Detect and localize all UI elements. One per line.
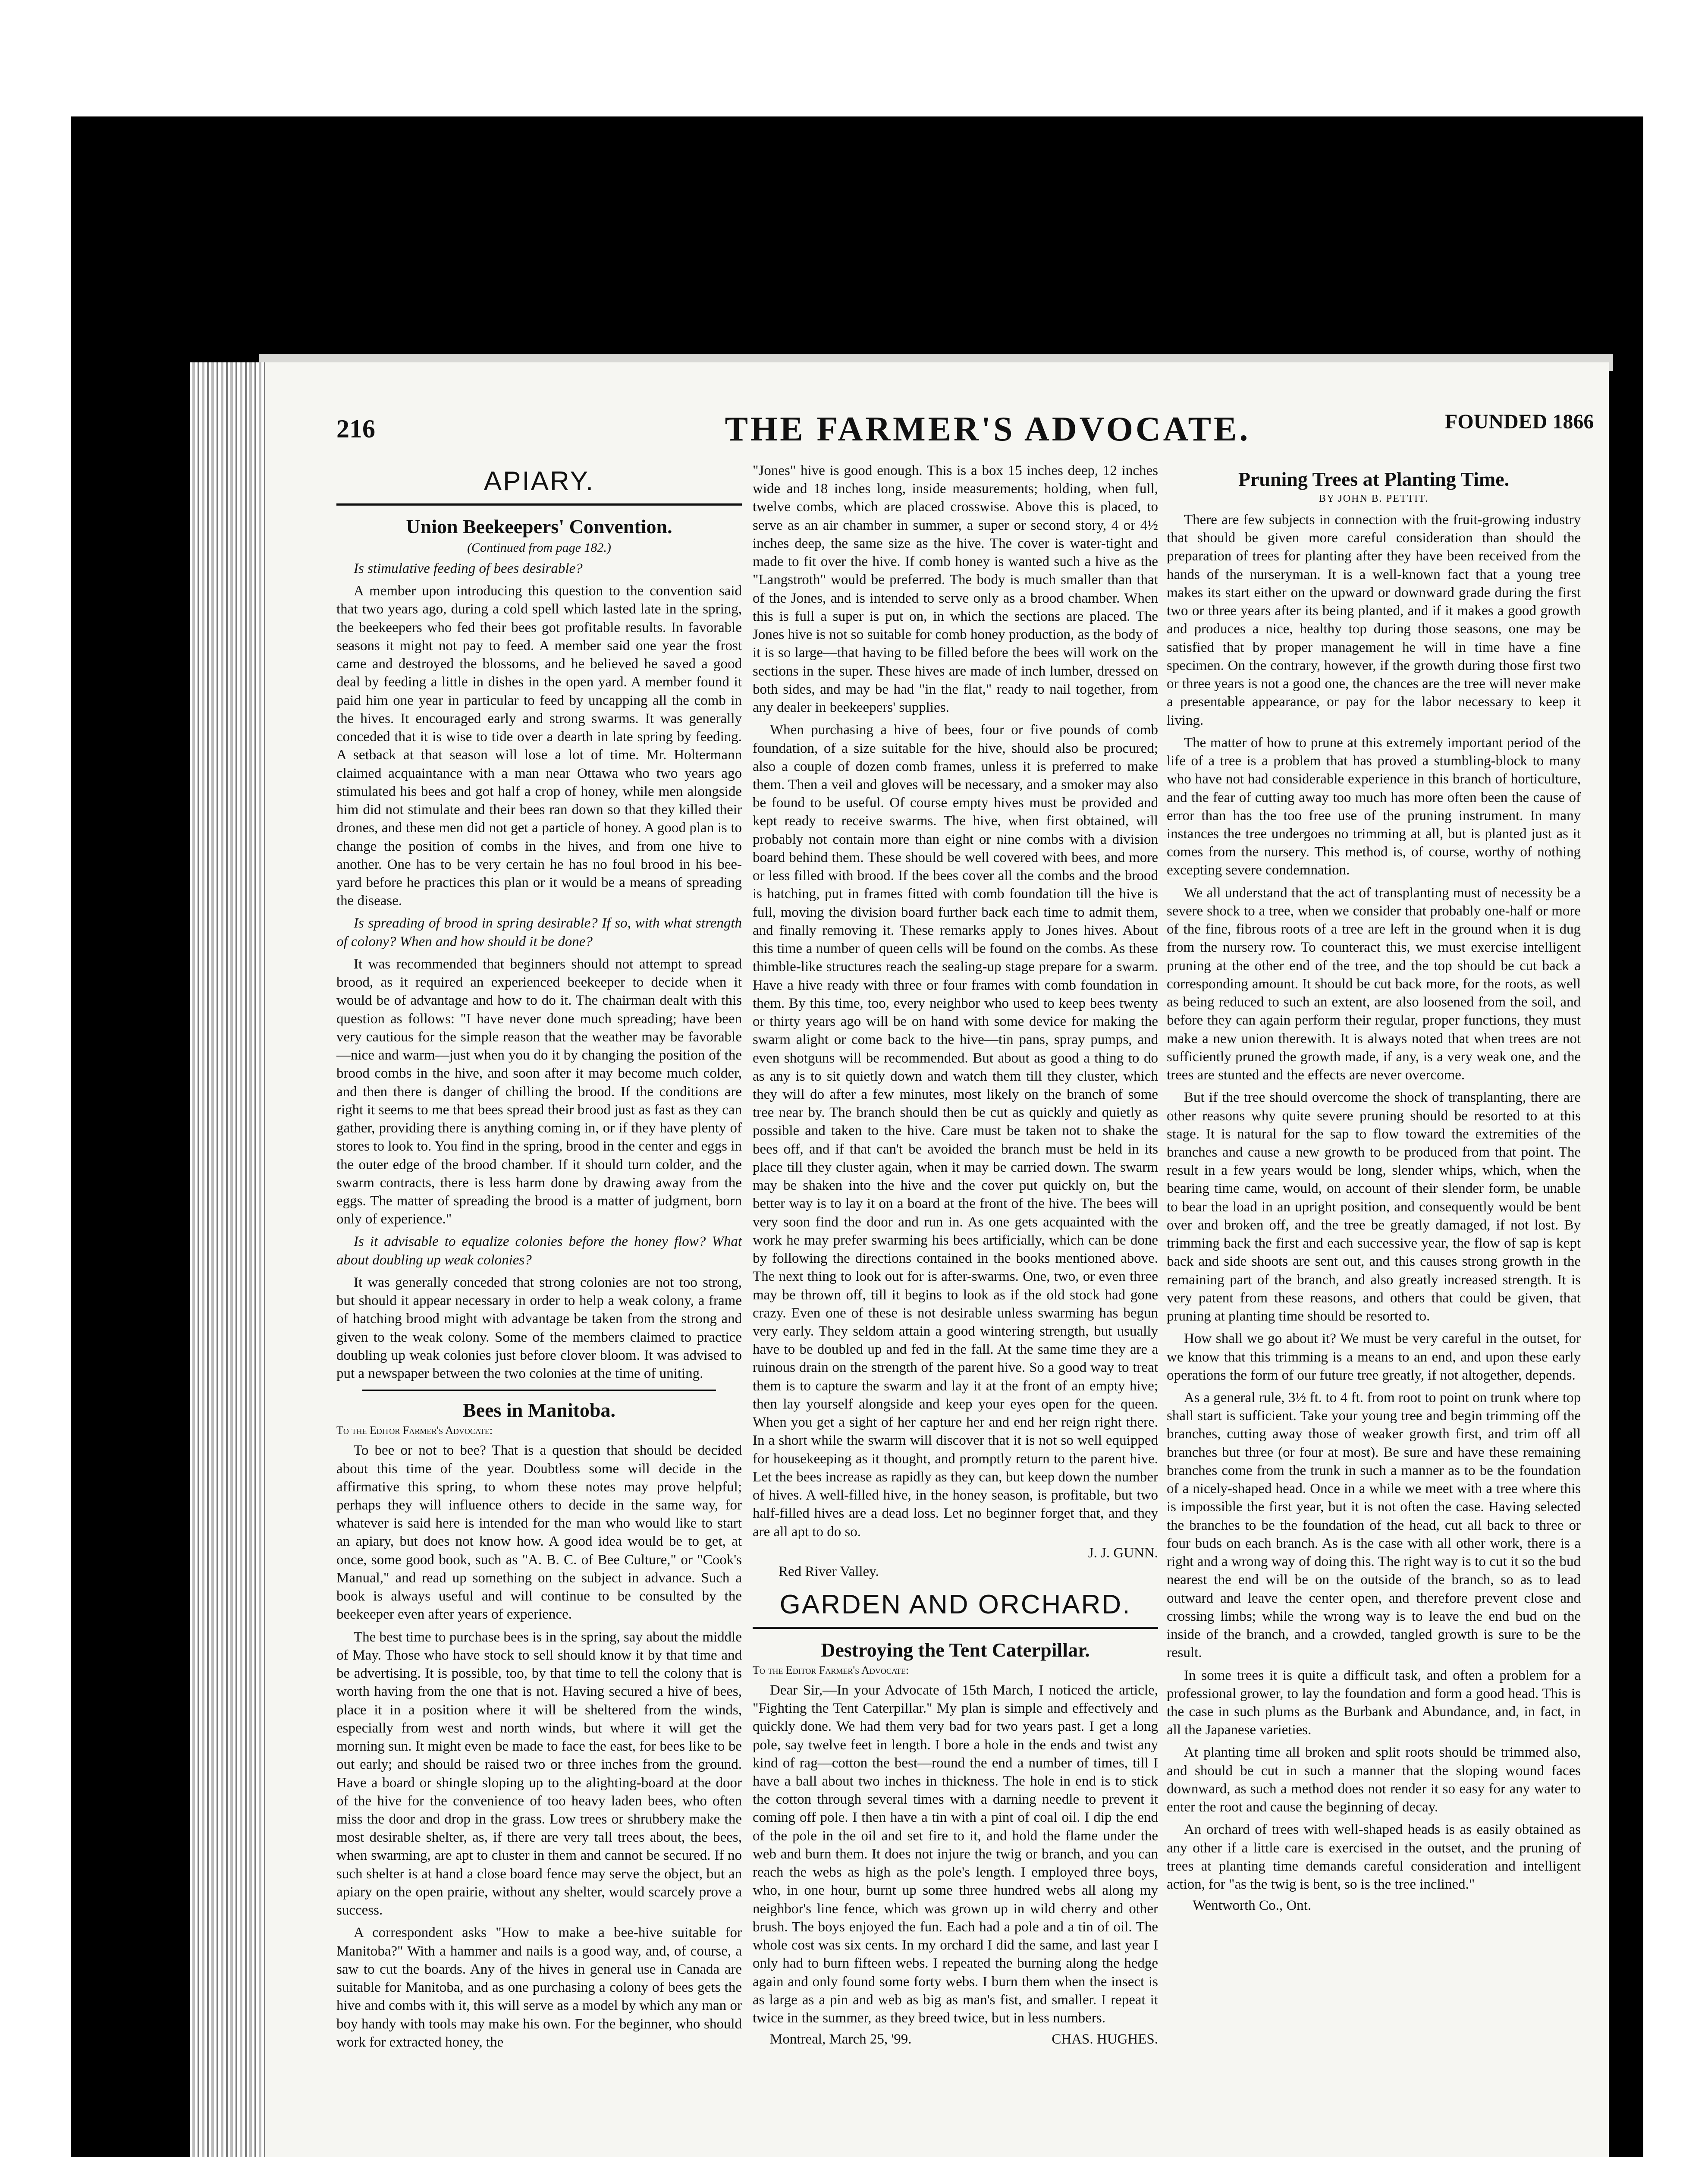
film-border-left [0, 116, 71, 2157]
paragraph: The matter of how to prune at this extremely important period of the life of a tree is a problem that has proved a stumbling-block to many who have not had considerable experience in this branch of horticulture, and the fear of cutting away too much has more often been the cause of error than has the too free use of the pruning instrument. In many instances the tree undergoes no trimming at all, but is planted just as it comes from the nursery. This method is, of course, worthy of nothing excepting severe condemnation. [1167, 735, 1581, 878]
book-page-edges [190, 362, 265, 2157]
paragraph: It was recommended that beginners should not attempt to spread brood, as it required an experienced beekeeper to decide when it would be of advantage and how to do it. The chairman dealt with this question as follows: "I have never done much spreading; have been very cautious for the simple reason that the weather may be favorable—nice and warm—just when you do it by changing the position of the brood combs in the hive, and soon after it may become much colder, and then there is danger of chilling the brood. If the conditions are right it seems to me that bees spread their brood just as fast as they can gather, providing there is anything coming in, or if they have plenty of stores to look to. You find in the spring, brood in the center and eggs in the outer edge of the brood chamber. If it should turn colder, and the swarm contracts, there is less harm done by drawing away from the eggs. The matter of spreading the brood is a matter of judgment, born only of experience." [336, 956, 742, 1227]
article-title-manitoba: Bees in Manitoba. [463, 1399, 615, 1421]
paragraph: In some trees it is quite a difficult task, and often a problem for a professional grower, to lay the foundation and form a good head. This is the case in such plums as the Burbank and Abundance, and, in fact, in all the Japanese varieties. [1167, 1667, 1581, 1738]
question: Is it advisable to equalize colonies before the honey flow? What about doubling up weak colonies? [336, 1234, 742, 1268]
article-title-pruning: Pruning Trees at Planting Time. [1238, 468, 1510, 490]
paragraph: A member upon introducing this question to the convention said that two years ago, during a cold spell which lasted late in the spring, the beekeepers who fed their bees got profitable results. In favorable seasons it might not pay to feed. A member said one year the frost came and destroyed the blossoms, and he believed he saved a good deal by feeding a little in dishes in the open yard. A member found it paid him one year in particular to feed by uncapping all the comb in the hives. It encouraged early and strong swarms. It was generally conceded that it is wise to tide over a dearth in late spring by feeding. A setback at that season will lose a lot of time. Mr. Holtermann claimed acquaintance with a man near Ottawa who two years ago stimulated his bees and got half a crop of honey, while men alongside him did not stimulate and their bees ran down so that they killed their drones, and these men did not get a particle of honey. A good plan is to change the position of combs in the hives, and from one hive to another. One has to be very certain he has no foul brood in his bee-yard before he practices this plan or it would be a means of spreading the disease. [336, 583, 742, 909]
article-title-union: Union Beekeepers' Convention. [406, 516, 672, 538]
place-line: Red River Valley. [779, 1563, 879, 1579]
column-right [1167, 462, 1581, 1919]
paragraph: How shall we go about it? We must be very careful in the outset, for we know that this trimming is a means to an end, and upon these early operations the form of our future tree greatly, if not altogether, depends. [1167, 1331, 1581, 1383]
article-title-tent: Destroying the Tent Caterpillar. [821, 1638, 1090, 1661]
paragraph: We all understand that the act of transplanting must of necessity be a severe shock to a tree, when we consider that probably one-half or more of the fine, fibrous roots of a tree are left in the ground when it is dug from the nursery row. To counteract this, we must exercise intelligent pruning at the other end of the tree, and the top should be cut back a corresponding amount. It should be cut back more, for the roots, as well as being reduced to such an extent, are also loosened from the soil, and before they can again perform their regular, proper functions, they must make a new union therewith. It is always noted that when trees are not sufficiently pruned the growth made, if any, is a very weak one, and the trees are stunted and the effects are never overcome. [1167, 885, 1581, 1083]
masthead: THE FARMER'S ADVOCATE. [725, 410, 1251, 448]
paragraph: Dear Sir,—In your Advocate of 15th March, I noticed the article, "Fighting the Tent Caterpillar." My plan is simple and effectively and quickly done. We had them very bad for two years past. I get a long pole, say twelve feet in length. I bore a hole in the ends and twist any kind of rag—cotton the best—round the end a number of times, till I have a ball about two inches in thickness. The hole in end is to stick the cotton through several times with a darning needle to prevent it coming off pole. I then have a tin with a pint of coal oil. I dip the end of the pole in the oil and set fire to it, and hold the flame under the web and burn them. It does not injure the twig or branch, and you can reach the webs as high as the pole's length. I employed three boys, who, in one hour, burnt up some three hundred webs all along my neighbor's line fence, which was grown up in wild cherry and other brush. The boys enjoyed the fun. Each had a pole and a tin of oil. The whole cost was six cents. In my orchard I did the same, and last year I only had to burn fifteen webs. I repeated the burning along the hedge again and only found some forty webs. I burn them when the insect is as large as a pin and web as big as man's fist, and smaller. I repeat it twice in the summer, as they breed twice, but in less numbers. [753, 1682, 1158, 2026]
paragraph: The best time to purchase bees is in the spring, say about the middle of May. Those who have stock to sell should know it by that time and be advertising. It is possible, too, by that time to tell the colony that is worth having from the one that is not. Having secured a hive of bees, place it in a position where it will be sheltered from the winds, especially from west and north winds, but where it will get the morning sun. It might even be made to face the east, for bees like to be out early; and should be raised two or three inches from the ground. Have a board or shingle sloping up to the alighting-board at the door of the hive for the convenience of too heavy laden bees, who often miss the door and drop in the grass. Low trees or shrubbery make the most desirable shelter, as, if there are very tall trees about, the bees, when swarming, are apt to cluster in them and cannot be secured. If no such shelter is at hand a close board fence may serve the object, but an apiary on the open prairie, without any shelter, would scarcely prove a success. [336, 1629, 742, 1918]
signature-row [753, 1545, 1158, 1561]
to-editor-line: To the Editor Farmer's Advocate: [753, 1663, 909, 1676]
paragraph: "Jones" hive is good enough. This is a box 15 inches deep, 12 inches wide and 18 inches long, inside measurements; holding, when full, twelve combs, which are placed crosswise. Above this is placed, to serve as an air chamber in summer, a super or second story, 4 or 4½ inches deep, the same size as the hive. The cover is water-tight and made to fit over the hive. If comb honey is wanted such a hive as the "Langstroth" would be preferred. The body is much smaller than that of the Jones, and is intended to serve only as a brood chamber. When this is full a super is put on, in which the sections are placed. The Jones hive is not so suitable for comb honey production, as the body of it is so large—that having to be filled before the bees will work on the sections in the super. These hives are made of inch lumber, dressed on both sides, and may be had "in the flat," ready to nail together, from any dealer in beekeepers' supplies. [753, 463, 1158, 716]
question: Is spreading of brood in spring desirable? If so, with what strength of colony? When and how should it be done? [336, 915, 742, 950]
place-line: Montreal, March 25, '99. [770, 2031, 912, 2047]
film-border-top [0, 0, 1708, 116]
article-divider [362, 1390, 716, 1391]
paragraph: When purchasing a hive of bees, four or five pounds of comb foundation, of a size suitable for the hive, should also be procured; also a couple of dozen comb frames, unless it is preferred to make them. Then a veil and gloves will be necessary, and a smoker may also be found to be useful. Of course empty hives must be provided and kept ready to receive swarms. The hive, when first obtained, will probably not contain more than eight or nine combs with a division board behind them. These should be well covered with bees, and more or less filled with brood. If the bees cover all the combs and the brood is hatching, put in frames fitted with comb foundation till the hive is full, moving the division board further back each time to admit them, and finally removing it. These remarks apply to Jones hives. About this time a number of queen cells will be found on the combs. As these thimble-like structures reach the sealing-up stage prepare for a swarm. Have a hive ready with three or four frames with comb foundation in them. By this time, too, every neighbor who used to keep bees twenty or thirty years ago will be on hand with some device for making the swarm alight or come back to the hive—tin pans, spray pumps, and even shotguns will be recommended. But about as good a thing to do as any is to sit quietly down and watch them till they cluster, which they will do after a few minutes, most likely on the branch of some tree near by. The branch should then be cut as quickly and quietly as possible and taken to the hive. Care must be taken not to shake the bees off, and if that can't be avoided the branch must be held in its place till they cluster again, when it may be carried down. The swarm may be shaken into the hive and the cover put quickly on, but the better way is to lay it on a board at the front of the hive. The bees will very soon find the door and run in. As one gets acquainted with the work he may prefer swarming his bees artificially, which can be done by following the directions contained in the books mentioned above. The next thing to look out for is after-swarms. One, two, or even three may be thrown off, till it begins to look as if the old stock had gone crazy. Even one of these is not desirable unless swarming has begun very early. They seldom attain a good wintering strength, but usually have to be doubled up and fed in the fall. At the same time they are a ruinous drain on the strength of the parent hive. So a good way to treat them is to capture the swarm and lay it at the front of an empty hive; then lay yourself alongside and keep your eyes open for the queen. When you get a sight of her capture her and end her reign right there. In a short while the swarm will discover that it is not so well equipped for housekeeping as it thought, and promptly return to the parent hive. Let the bees increase as rapidly as they can, but keep down the number of hives. A well-filled hive, in the honey season, is profitable, but two half-filled hives are a dead loss. Let no beginner forget that, and they are all apt to do so. [753, 722, 1158, 1540]
page-header [265, 362, 1609, 448]
column-middle [753, 462, 1158, 2050]
signature: CHAS. HUGHES. [1052, 2031, 1158, 2047]
signature: J. J. GUNN. [1088, 1545, 1158, 1561]
newspaper-page [265, 362, 1609, 2157]
page-number: 216 [336, 415, 375, 443]
paragraph: But if the tree should overcome the shock of transplanting, there are other reasons why quite severe pruning should be resorted to at this stage. It is natural for the sap to flow toward the extremities of the branches and cause a new growth to be produced from that point. The result in a few years would be long, slender whips, which, when the bearing time came, would, on account of their slender form, be unable to bear the load in an upright position, and consequently would be bent over and broken off, and the tree be greatly damaged, if not lost. By trimming back the first and each successive year, the flow of sap is kept back and side shoots are sent out, and this causes strong growth in the remaining part of the branch, and also greatly increased strength. It is very patent from these reasons, and others that could be given, that pruning at planting time should be resorted to. [1167, 1090, 1581, 1324]
paragraph: An orchard of trees with well-shaped heads is as easily obtained as any other if a little care is exercised in the outset, and the pruning of trees at planting time demands careful consideration and intelligent action, for "as the twig is bent, so is the tree inclined." [1167, 1822, 1581, 1893]
paragraph: A correspondent asks "How to make a bee-hive suitable for Manitoba?" With a hammer and nails is a good way, and, of course, a saw to cut the boards. Any of the hives in general use in Canada are suitable for Manitoba, and as one purchasing a colony of bees gets the hive and combs with it, this will serve as a model by which any man or boy handy with tools may make his own. For the beginner, who should work for extracted honey, the [336, 1925, 742, 2050]
section-garden: GARDEN AND ORCHARD. [753, 1585, 1158, 1629]
column-left [336, 462, 742, 2056]
byline: BY JOHN B. PETTIT. [1319, 493, 1429, 504]
paragraph: It was generally conceded that strong colonies are not too strong, but should it appear necessary in order to help a weak colony, a frame of hatching brood might with advantage be taken from the strong and given to the weak colony. Some of the members claimed to practice doubling up weak colonies just before clover bloom. It was advised to put a newspaper between the two colonies at the time of uniting. [336, 1274, 742, 1382]
question: Is stimulative feeding of bees desirable? [354, 561, 583, 576]
place-line: Wentworth Co., Ont. [1193, 1898, 1312, 1914]
paragraph: To bee or not to bee? That is a question that should be decided about this time of the year. Doubtless some will decide in the affirmative this spring, to whom these notes may prove helpful; perhaps they will influence others to decide in the same way, for whatever is said here is intended for the man who would like to start an apiary, but does not know how. A good idea would be to get, at once, some good book, such as "A. B. C. of Bee Culture," or "Cook's Manual," and read up something on the subject in advance. Such a book is always useful and will continue to be consulted by the beekeeper even after years of experience. [336, 1443, 742, 1622]
paragraph: At planting time all broken and split roots should be trimmed also, and should be cut in such a manner that the sloping wound faces downward, as such a method does not render it so easy for any water to enter the root and cause the beginning of decay. [1167, 1745, 1581, 1815]
founded-note: FOUNDED 1866 [1445, 410, 1594, 433]
paragraph: There are few subjects in connection with the fruit-growing industry that should be given more careful consideration than should the preparation of trees for planting after they have been received from the hands of the nurseryman. It is a well-known fact that a young tree makes its start either on the upward or downward grade during the first two or three years after its being planted, and if it makes a good growth and produces a nice, healthy top during those seasons, one may be satisfied that by proper management he will in time have a fine specimen. On the contrary, however, if the growth during those first two or three years is not a good one, the chances are the tree will never make a presentable appearance, or pay for the labor necessary to keep it living. [1167, 512, 1581, 728]
signature-row [753, 2031, 1158, 2047]
section-apiary: APIARY. [336, 462, 742, 506]
continued-note: (Continued from page 182.) [467, 541, 611, 555]
to-editor-line: To the Editor Farmer's Advocate: [336, 1424, 493, 1437]
paragraph: As a general rule, 3½ ft. to 4 ft. from root to point on trunk where top shall start is sufficient. Take your young tree and begin trimming off the branches, cutting away those of weaker growth first, and trim off all branches but three (or four at most). Be sure and have these remaining branches come from the trunk in such a manner as to be the foundation of a nicely-shaped head. Once in a while we meet with a tree where this is impossible the first year, but it is not often the case. Having selected the branches to be the foundation of the head, cut all back to three or four buds on each branch. As is the case with all other work, there is a right and a wrong way of doing this. The right way is to cut it so the bud nearest the end will be on the outside of the branch, so as to lead outward and leave the center open, and therefore prevent close and crossing limbs; while the wrong way is to leave the end bud on the inside of the branch, and a crowded, tangled growth is sure to be the result. [1167, 1390, 1581, 1661]
film-border-right [1643, 116, 1708, 2157]
